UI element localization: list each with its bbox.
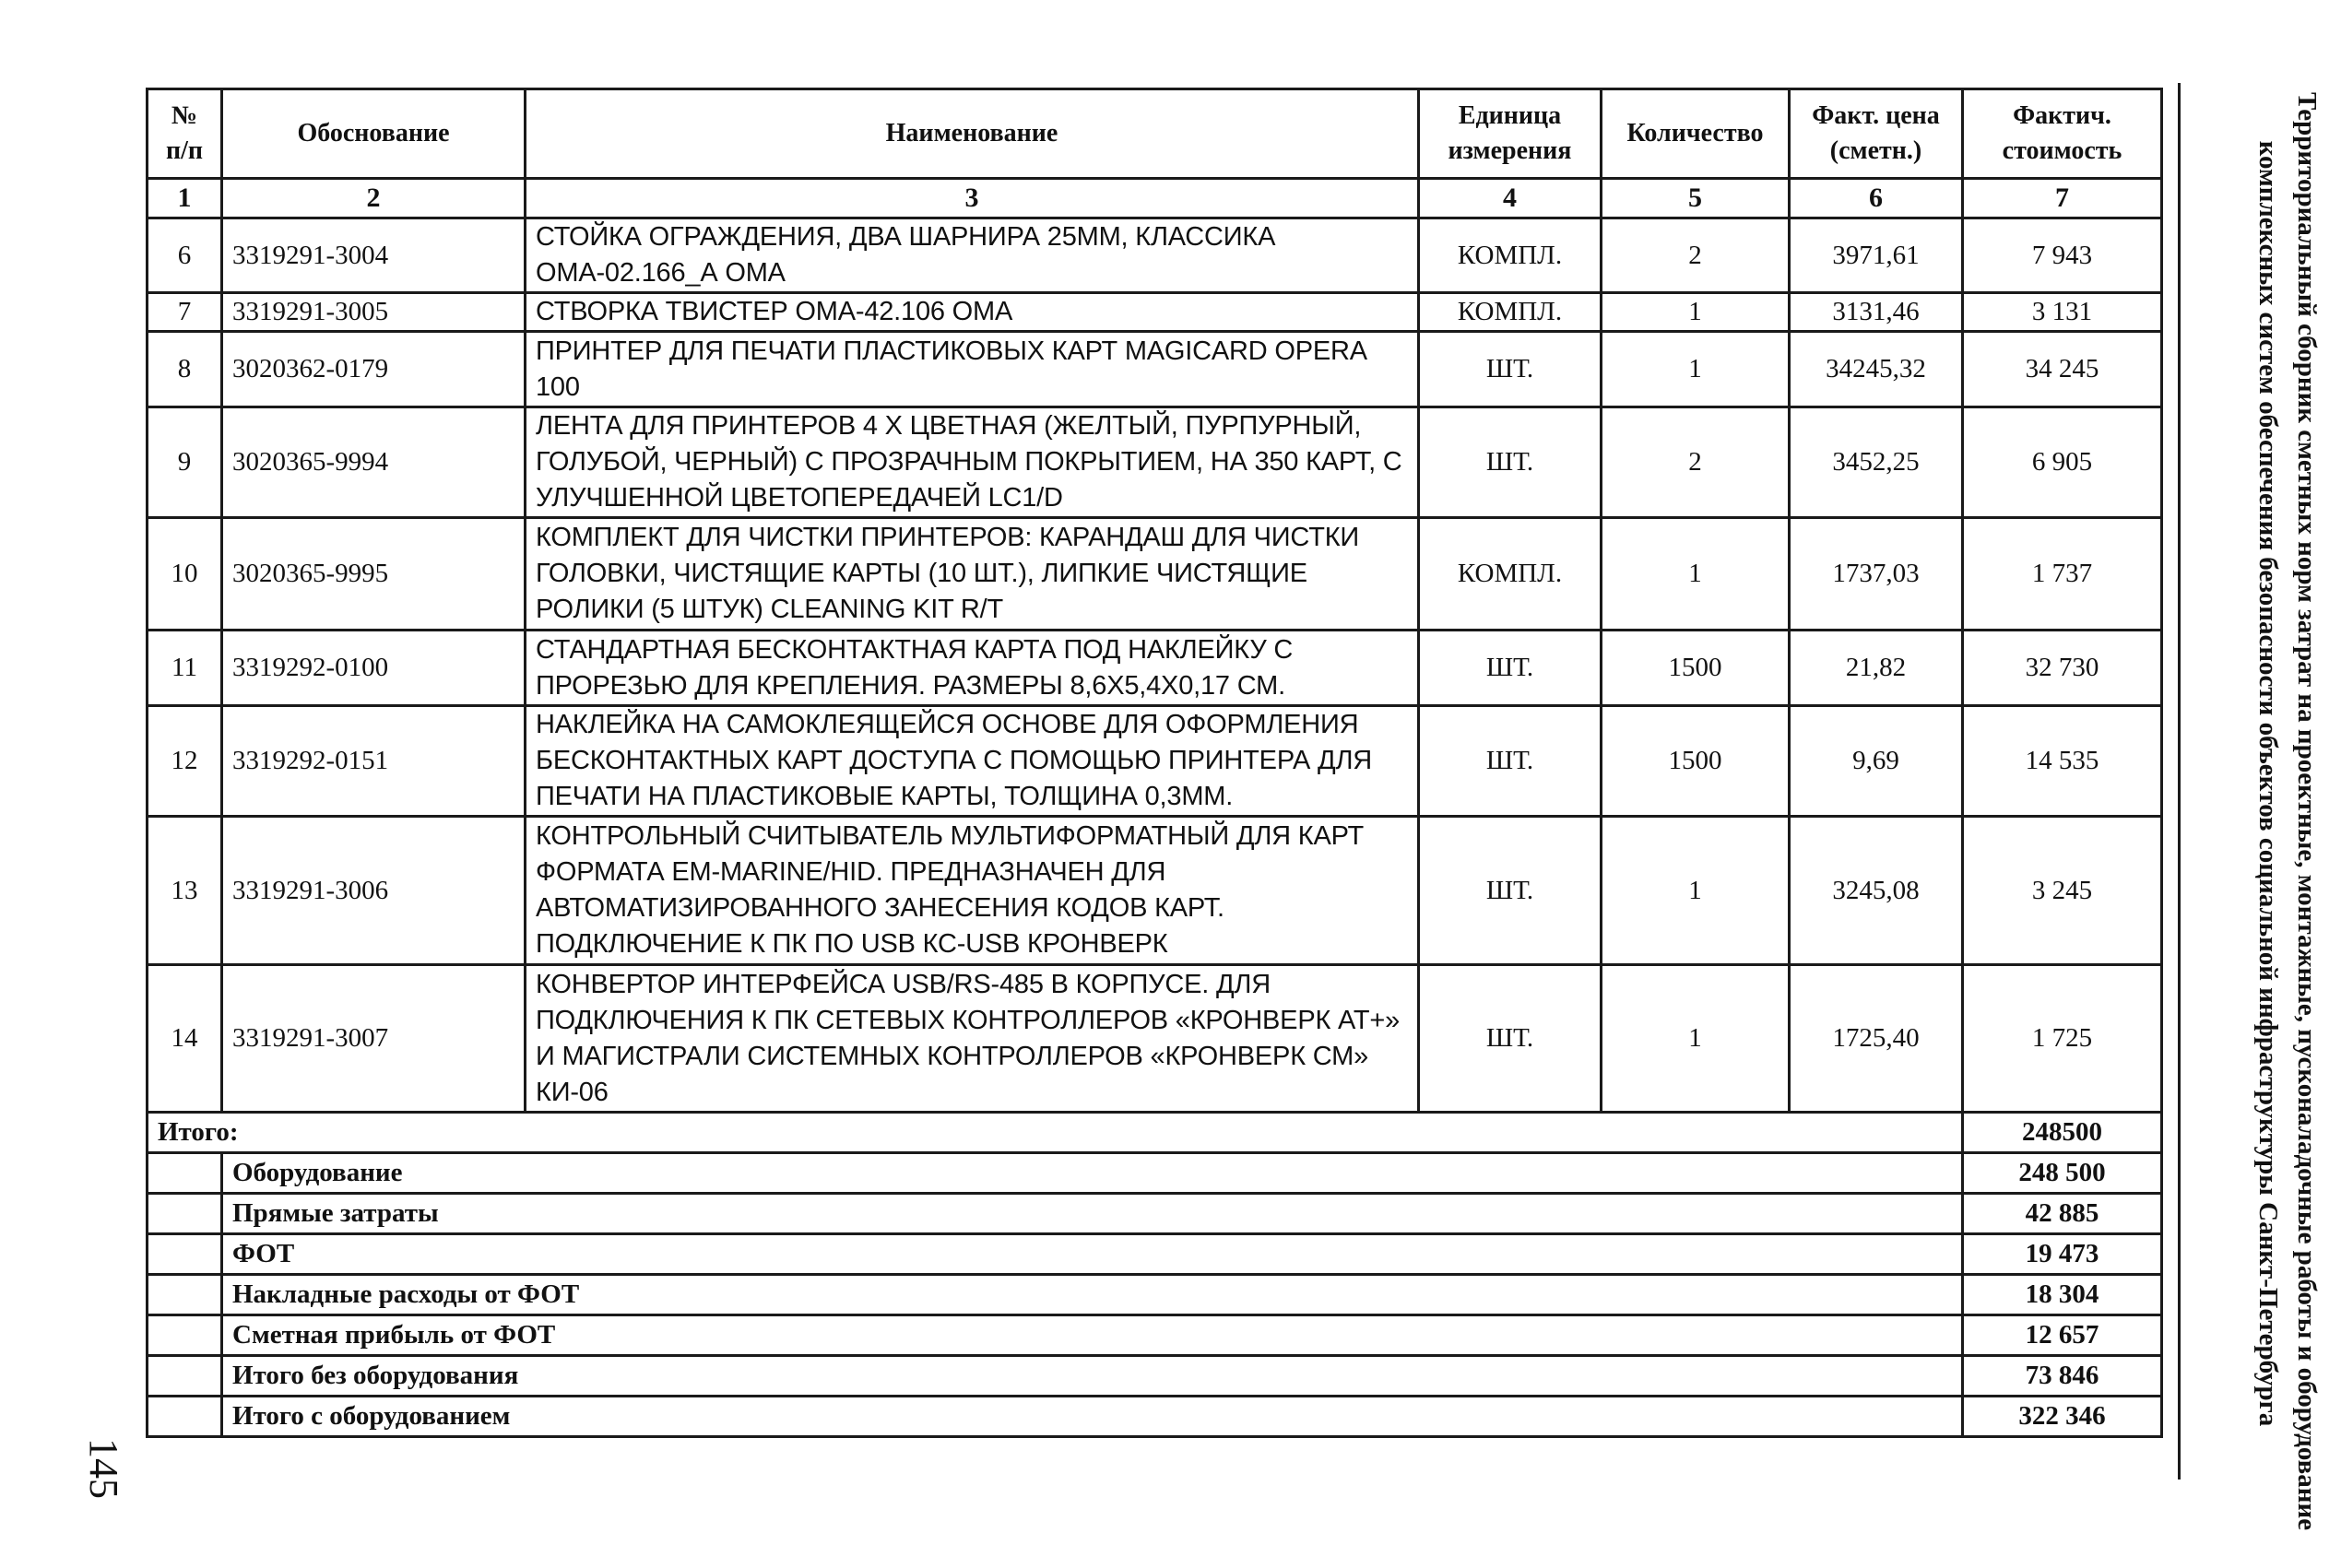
row-name: КОНТРОЛЬНЫЙ СЧИТЫВАТЕЛЬ МУЛЬТИФОРМАТНЫЙ ДЛЯ КАРТ ФОРМАТА EM-MARINE/HID. ПРЕДНАЗНАЧЕН ДЛЯ АВТОМАТИЗИРОВАННОГО ЗАНЕСЕНИЯ КОДОВ КАРТ. ПОДКЛЮЧЕНИЕ К ПК ПО USB КС-USB КРОНВЕРК: [526, 817, 1419, 965]
summary-label: Прямые затраты: [222, 1194, 1963, 1234]
table-row: [148, 706, 2162, 817]
row-cost: 3 245: [1963, 817, 2162, 965]
summary-label: Оборудование: [222, 1153, 1963, 1194]
row-code: 3319291-3007: [222, 965, 526, 1113]
row-unit: КОМПЛ.: [1419, 218, 1602, 293]
row-name: НАКЛЕЙКА НА САМОКЛЕЯЩЕЙСЯ ОСНОВЕ ДЛЯ ОФОРМЛЕНИЯ БЕСКОНТАКТНЫХ КАРТ ДОСТУПА С ПОМОЩЬЮ ПРИНТЕРА ДЛЯ ПЕЧАТИ НА ПЛАСТИКОВЫЕ КАРТЫ, ТОЛЩИНА 0,3ММ.: [526, 706, 1419, 817]
column-index: 2: [222, 179, 526, 218]
row-qty: 1: [1602, 332, 1790, 407]
row-qty: 2: [1602, 407, 1790, 518]
row-qty: 1: [1602, 293, 1790, 332]
table-row: [148, 407, 2162, 518]
header-code: Обоснование: [222, 89, 526, 179]
summary-label: ФОТ: [222, 1234, 1963, 1275]
row-qty: 1500: [1602, 631, 1790, 706]
summary-blank: [148, 1315, 222, 1356]
row-qty: 2: [1602, 218, 1790, 293]
row-code: 3319291-3006: [222, 817, 526, 965]
row-num: 10: [148, 518, 222, 631]
summary-label: Накладные расходы от ФОТ: [222, 1275, 1963, 1315]
summary-value: 42 885: [1963, 1194, 2162, 1234]
row-cost: 1 737: [1963, 518, 2162, 631]
row-name: СТАНДАРТНАЯ БЕСКОНТАКТНАЯ КАРТА ПОД НАКЛЕЙКУ С ПРОРЕЗЬЮ ДЛЯ КРЕПЛЕНИЯ. РАЗМЕРЫ 8,6Х5,4Х0,17 СМ.: [526, 631, 1419, 706]
header-cost: Фактич. стоимость: [1963, 89, 2162, 179]
table-row: [148, 518, 2162, 631]
row-code: 3319291-3004: [222, 218, 526, 293]
table-row: [148, 293, 2162, 332]
summary-row: [148, 1153, 2162, 1194]
row-price: 3452,25: [1790, 407, 1963, 518]
estimate-sheet: [146, 88, 2160, 1438]
summary-value: 73 846: [1963, 1356, 2162, 1397]
header-qty: Количество: [1602, 89, 1790, 179]
header-row: [148, 89, 2162, 179]
column-index: 6: [1790, 179, 1963, 218]
row-unit: КОМПЛ.: [1419, 293, 1602, 332]
row-qty: 1: [1602, 817, 1790, 965]
summary-row: [148, 1315, 2162, 1356]
row-num: 6: [148, 218, 222, 293]
row-unit: ШТ.: [1419, 817, 1602, 965]
header-name: Наименование: [526, 89, 1419, 179]
column-index: 1: [148, 179, 222, 218]
summary-blank: [148, 1194, 222, 1234]
summary-blank: [148, 1153, 222, 1194]
total-label: Итого:: [148, 1113, 1963, 1153]
summary-blank: [148, 1234, 222, 1275]
table-row: [148, 817, 2162, 965]
row-cost: 34 245: [1963, 332, 2162, 407]
summary-row: [148, 1275, 2162, 1315]
summary-label: Итого без оборудования: [222, 1356, 1963, 1397]
row-cost: 32 730: [1963, 631, 2162, 706]
row-code: 3319292-0100: [222, 631, 526, 706]
summary-row: [148, 1356, 2162, 1397]
total-value: 248500: [1963, 1113, 2162, 1153]
side-caption-line2: комплексных систем обеспечения безопасности объектов социальной инфраструктуры Санкт-Петербурга: [2253, 140, 2283, 1427]
row-qty: 1: [1602, 518, 1790, 631]
margin-rule: [2178, 83, 2181, 1480]
summary-label: Итого с оборудованием: [222, 1397, 1963, 1437]
header-unit: Единица измерения: [1419, 89, 1602, 179]
summary-blank: [148, 1275, 222, 1315]
summary-value: 322 346: [1963, 1397, 2162, 1437]
row-name: ЛЕНТА ДЛЯ ПРИНТЕРОВ 4 Х ЦВЕТНАЯ (ЖЕЛТЫЙ, ПУРПУРНЫЙ, ГОЛУБОЙ, ЧЕРНЫЙ) С ПРОЗРАЧНЫМ ПОКРЫТИЕМ, НА 350 КАРТ, С УЛУЧШЕННОЙ ЦВЕТОПЕРЕДАЧЕЙ LC1/D: [526, 407, 1419, 518]
column-index: 3: [526, 179, 1419, 218]
page-number: 145: [81, 1438, 126, 1499]
total-row: [148, 1113, 2162, 1153]
row-code: 3319291-3005: [222, 293, 526, 332]
row-unit: ШТ.: [1419, 706, 1602, 817]
row-cost: 7 943: [1963, 218, 2162, 293]
summary-row: [148, 1194, 2162, 1234]
row-price: 1725,40: [1790, 965, 1963, 1113]
column-index-row: [148, 179, 2162, 218]
row-price: 34245,32: [1790, 332, 1963, 407]
row-price: 3131,46: [1790, 293, 1963, 332]
summary-value: 18 304: [1963, 1275, 2162, 1315]
row-code: 3319292-0151: [222, 706, 526, 817]
row-name: КОМПЛЕКТ ДЛЯ ЧИСТКИ ПРИНТЕРОВ: КАРАНДАШ ДЛЯ ЧИСТКИ ГОЛОВКИ, ЧИСТЯЩИЕ КАРТЫ (10 ШТ.), ЛИПКИЕ ЧИСТЯЩИЕ РОЛИКИ (5 ШТУК) CLEANING KIT R/T: [526, 518, 1419, 631]
row-unit: ШТ.: [1419, 407, 1602, 518]
row-code: 3020365-9995: [222, 518, 526, 631]
table-row: [148, 631, 2162, 706]
row-qty: 1: [1602, 965, 1790, 1113]
row-name: СТОЙКА ОГРАЖДЕНИЯ, ДВА ШАРНИРА 25ММ, КЛАССИКА ОМА-02.166_А ОМА: [526, 218, 1419, 293]
row-code: 3020365-9994: [222, 407, 526, 518]
row-name: КОНВЕРТОР ИНТЕРФЕЙСА USB/RS-485 В КОРПУСЕ. ДЛЯ ПОДКЛЮЧЕНИЯ К ПК СЕТЕВЫХ КОНТРОЛЛЕРОВ «КРОНВЕРК АТ+» И МАГИСТРАЛИ СИСТЕМНЫХ КОНТРОЛЛЕРОВ «КРОНВЕРК СМ» КИ-06: [526, 965, 1419, 1113]
row-name: СТВОРКА ТВИСТЕР ОМА-42.106 ОМА: [526, 293, 1419, 332]
summary-blank: [148, 1397, 222, 1437]
row-num: 8: [148, 332, 222, 407]
row-cost: 1 725: [1963, 965, 2162, 1113]
row-price: 9,69: [1790, 706, 1963, 817]
summary-row: [148, 1234, 2162, 1275]
column-index: 4: [1419, 179, 1602, 218]
summary-value: 19 473: [1963, 1234, 2162, 1275]
row-price: 3245,08: [1790, 817, 1963, 965]
row-num: 7: [148, 293, 222, 332]
side-caption-line1: Территориальный сборник сметных норм затрат на проектные, монтажные, пусконаладочные работы и оборудование: [2292, 92, 2322, 1531]
summary-label: Сметная прибыль от ФОТ: [222, 1315, 1963, 1356]
summary-value: 12 657: [1963, 1315, 2162, 1356]
row-cost: 14 535: [1963, 706, 2162, 817]
row-num: 14: [148, 965, 222, 1113]
header-num: № п/п: [148, 89, 222, 179]
row-num: 11: [148, 631, 222, 706]
column-index: 7: [1963, 179, 2162, 218]
row-unit: ШТ.: [1419, 332, 1602, 407]
row-code: 3020362-0179: [222, 332, 526, 407]
table-row: [148, 218, 2162, 293]
row-price: 1737,03: [1790, 518, 1963, 631]
row-price: 3971,61: [1790, 218, 1963, 293]
row-name: ПРИНТЕР ДЛЯ ПЕЧАТИ ПЛАСТИКОВЫХ КАРТ MAGICARD OPERA 100: [526, 332, 1419, 407]
column-index: 5: [1602, 179, 1790, 218]
row-price: 21,82: [1790, 631, 1963, 706]
row-cost: 6 905: [1963, 407, 2162, 518]
header-price: Факт. цена (сметн.): [1790, 89, 1963, 179]
table-row: [148, 965, 2162, 1113]
row-unit: ШТ.: [1419, 631, 1602, 706]
row-num: 13: [148, 817, 222, 965]
table-row: [148, 332, 2162, 407]
row-cost: 3 131: [1963, 293, 2162, 332]
summary-value: 248 500: [1963, 1153, 2162, 1194]
estimate-table: [146, 88, 2163, 1438]
row-qty: 1500: [1602, 706, 1790, 817]
side-caption: [2243, 92, 2326, 1531]
summary-row: [148, 1397, 2162, 1437]
row-num: 9: [148, 407, 222, 518]
row-unit: ШТ.: [1419, 965, 1602, 1113]
row-unit: КОМПЛ.: [1419, 518, 1602, 631]
row-num: 12: [148, 706, 222, 817]
summary-blank: [148, 1356, 222, 1397]
